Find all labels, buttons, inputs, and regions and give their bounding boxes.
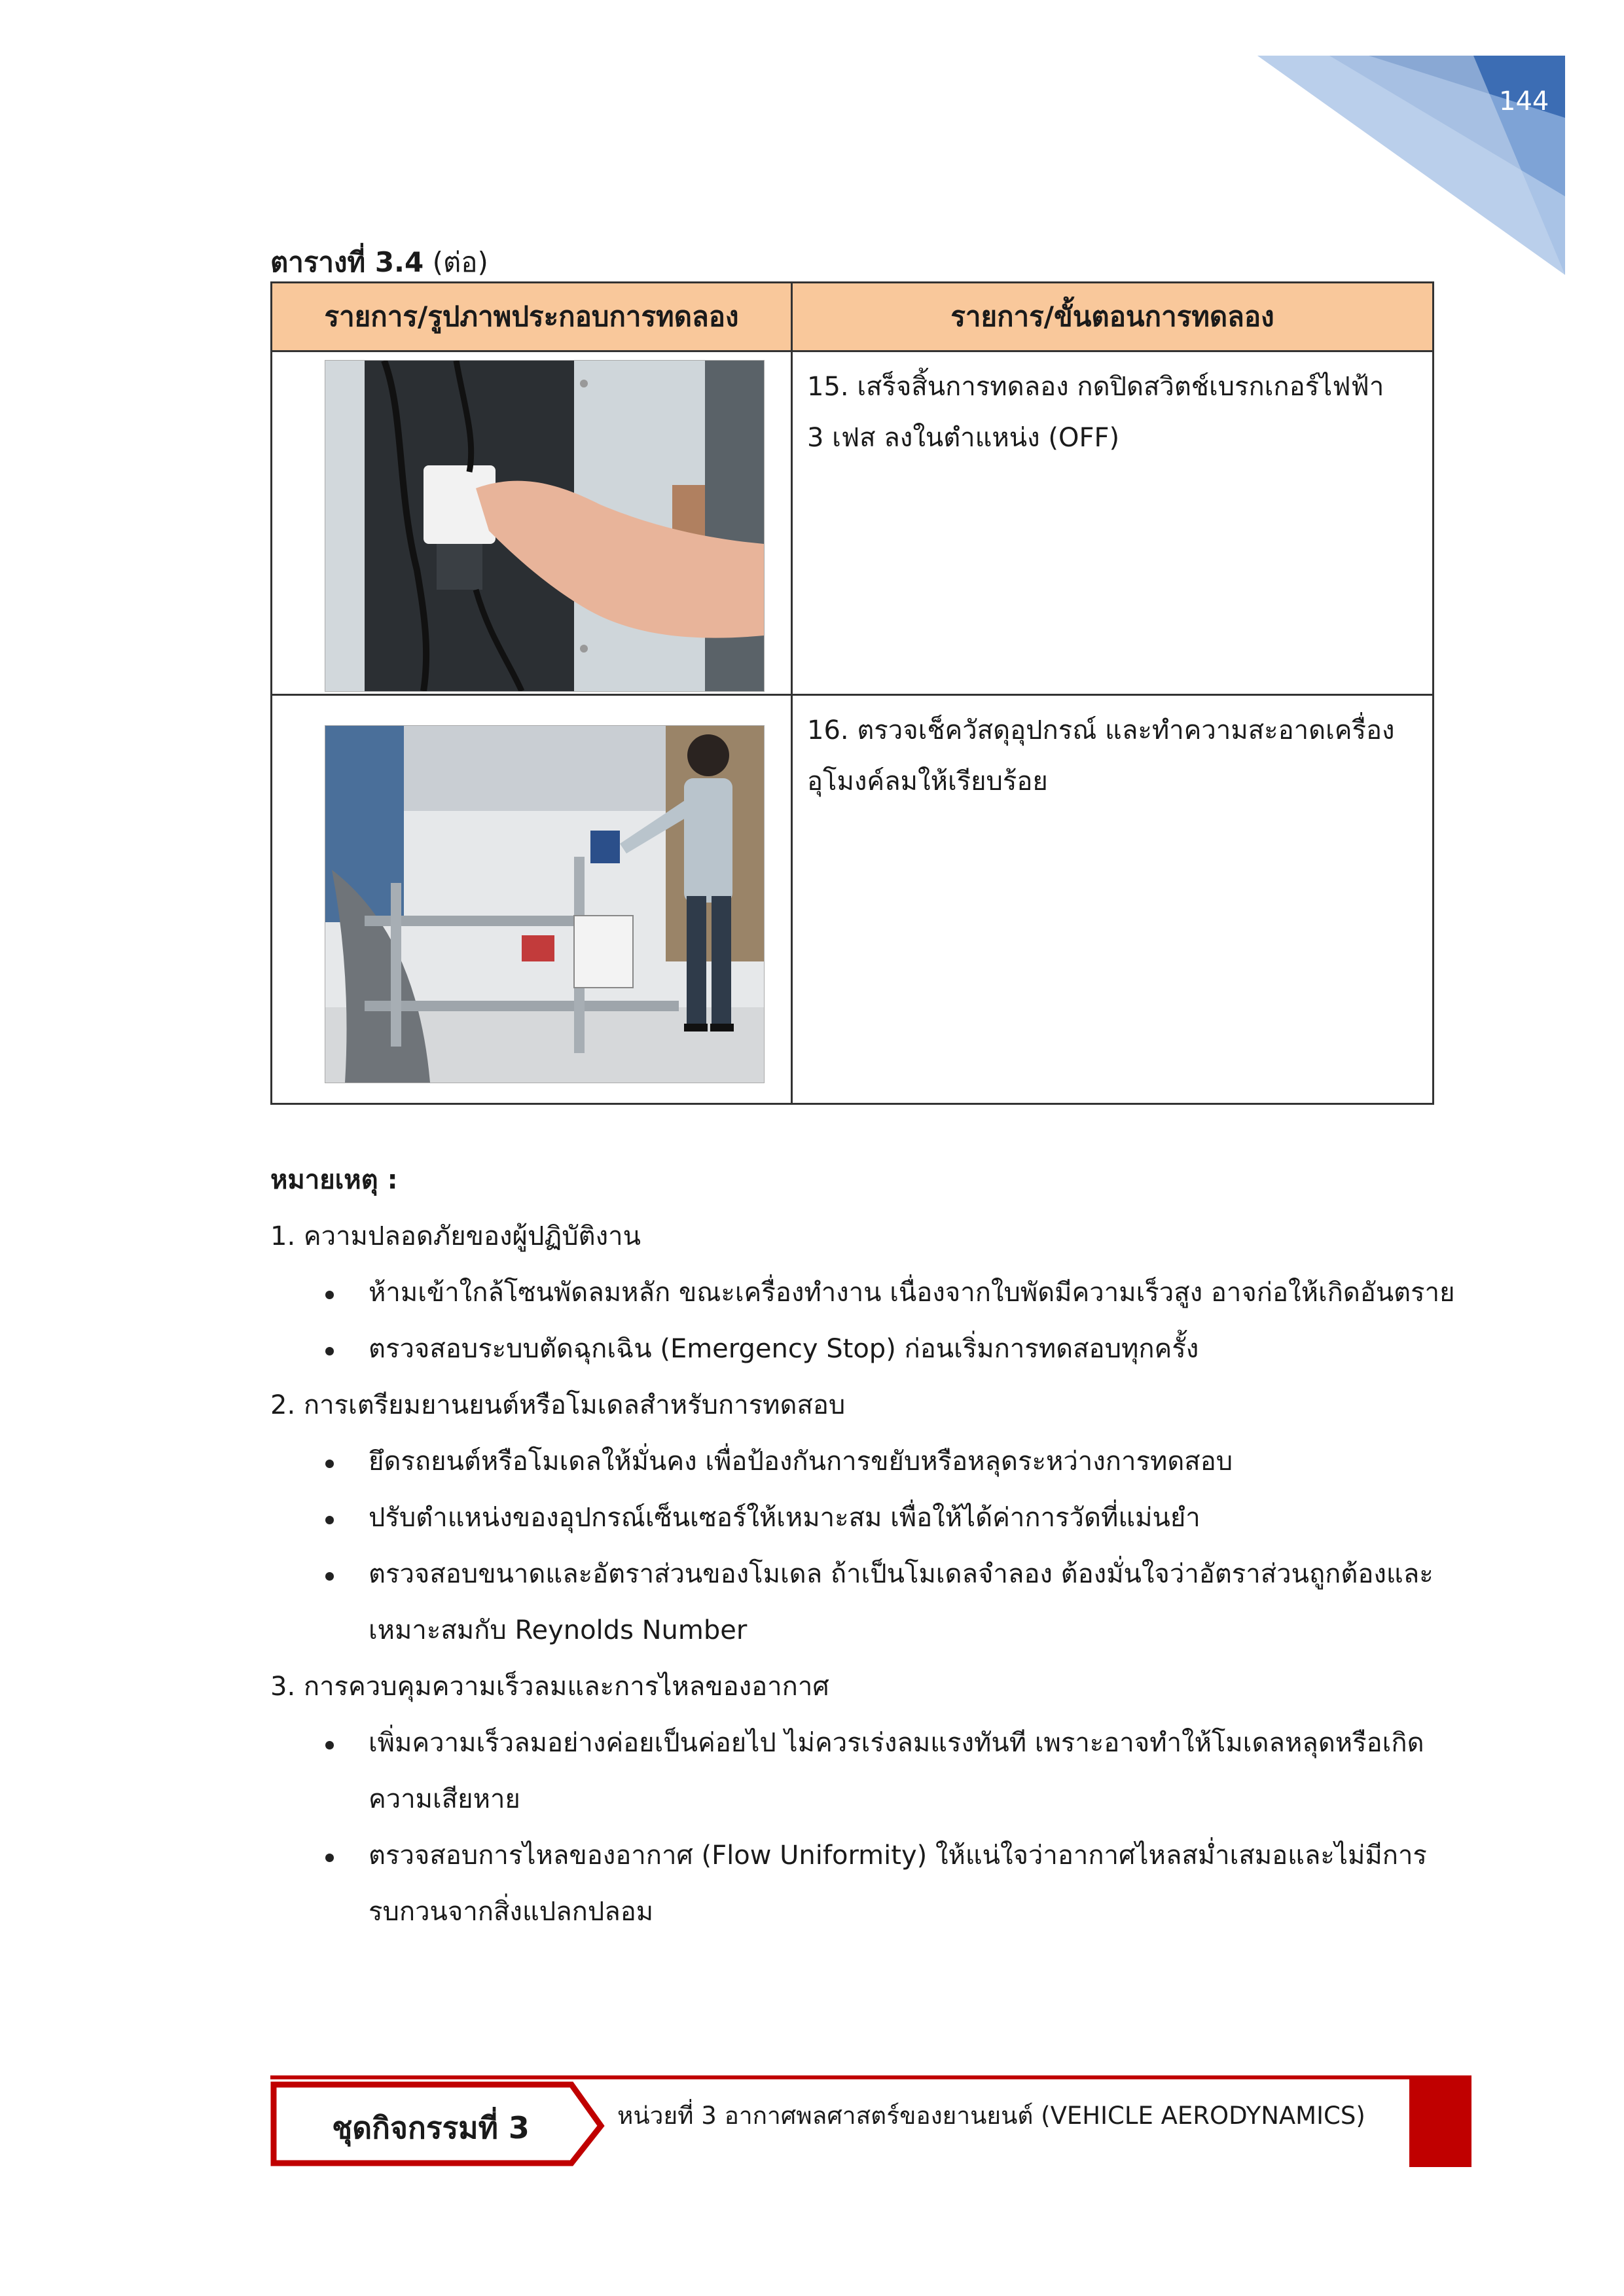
list-item xyxy=(270,1715,1481,1827)
footer-banner xyxy=(270,2072,1471,2170)
list-item-line: ตรวจสอบขนาดและอัตราส่วนของโมเดล ถ้าเป็นโมเดลจำลอง ต้องมั่นใจว่าอัตราส่วนถูกต้องและ xyxy=(369,1559,1434,1589)
list-item-line: เหมาะสมกับ Reynolds Number xyxy=(369,1615,748,1645)
table-caption xyxy=(270,241,488,284)
table-header-row xyxy=(272,283,1434,351)
notes-section-title: 1. ความปลอดภัยของผู้ปฏิบัติงาน xyxy=(270,1221,641,1251)
step-15-line-2: 3 เฟส ลงในตำแหน่ง (OFF) xyxy=(807,423,1120,453)
list-item xyxy=(270,1546,1481,1659)
step-text-cell xyxy=(792,351,1434,695)
wind-tunnel-cleaning-photo xyxy=(325,725,765,1083)
list-item: ยึดรถยนต์หรือโมเดลให้มั่นคง เพื่อป้องกันการขยับหรือหลุดระหว่างการทดสอบ xyxy=(270,1433,1481,1490)
table-row xyxy=(272,695,1434,1104)
list-item: ปรับตำแหน่งของอุปกรณ์เซ็นเซอร์ให้เหมาะสม เพื่อให้ได้ค่าการวัดที่แม่นยำ xyxy=(270,1490,1481,1546)
list-item xyxy=(270,1827,1481,1940)
corner-decoration xyxy=(1257,0,1624,275)
table-row xyxy=(272,351,1434,695)
list-item-line: เพิ่มความเร็วลมอย่างค่อยเป็นค่อยไป ไม่ควรเร่งลมแรงทันที เพราะอาจทำให้โมเดลหลุดหรือเกิด xyxy=(369,1728,1424,1758)
header-steps-column: รายการ/ขั้นตอนการทดลอง xyxy=(792,283,1434,351)
step-text-cell xyxy=(792,695,1434,1104)
header-image-column: รายการ/รูปภาพประกอบการทดลอง xyxy=(272,283,792,351)
bullet-list xyxy=(270,1433,1481,1659)
notes-heading: หมายเหตุ : xyxy=(270,1165,398,1195)
page-number: 144 xyxy=(1499,86,1549,117)
list-item-line: รบกวนจากสิ่งแปลกปลอม xyxy=(369,1897,654,1927)
bullet-list xyxy=(270,1715,1481,1940)
notes-section-title: 2. การเตรียมยานยนต์หรือโมเดลสำหรับการทดสอบ xyxy=(270,1390,846,1420)
breaker-switch-photo xyxy=(325,360,765,692)
table-caption-number: ตารางที่ 3.4 xyxy=(270,246,424,278)
steps-table xyxy=(270,281,1434,1105)
step-15-line-1: 15. เสร็จสิ้นการทดลอง กดปิดสวิตช์เบรกเกอร์ไฟฟ้า xyxy=(807,372,1384,402)
list-item: ห้ามเข้าใกล้โซนพัดลมหลัก ขณะเครื่องทำงาน เนื่องจากใบพัดมีความเร็วสูง อาจก่อให้เกิดอันตราย xyxy=(270,1265,1481,1321)
notes-section-title: 3. การควบคุมความเร็วลมและการไหลของอากาศ xyxy=(270,1672,829,1702)
list-item-line: ตรวจสอบการไหลของอากาศ (Flow Uniformity) ให้แน่ใจว่าอากาศไหลสม่ำเสมอและไม่มีการ xyxy=(369,1840,1427,1871)
list-item: ตรวจสอบระบบตัดฉุกเฉิน (Emergency Stop) ก่อนเริ่มการทดสอบทุกครั้ง xyxy=(270,1321,1481,1377)
footer-unit-title: หน่วยที่ 3 อากาศพลศาสตร์ของยานยนต์ (VEHICLE AERODYNAMICS) xyxy=(617,2102,1365,2130)
notes-section xyxy=(270,1152,1481,1940)
bullet-list xyxy=(270,1265,1481,1377)
list-item-line: ความเสียหาย xyxy=(369,1784,520,1814)
step-16-line-2: อุโมงค์ลมให้เรียบร้อย xyxy=(807,766,1048,797)
footer-activity-label: ชุดกิจกรรมที่ 3 xyxy=(332,2110,530,2145)
image-cell xyxy=(272,351,792,695)
step-16-line-1: 16. ตรวจเช็ควัสดุอุปกรณ์ และทำความสะอาดเครื่อง xyxy=(807,715,1395,745)
image-cell xyxy=(272,695,792,1104)
table-caption-suffix: (ต่อ) xyxy=(424,246,488,278)
